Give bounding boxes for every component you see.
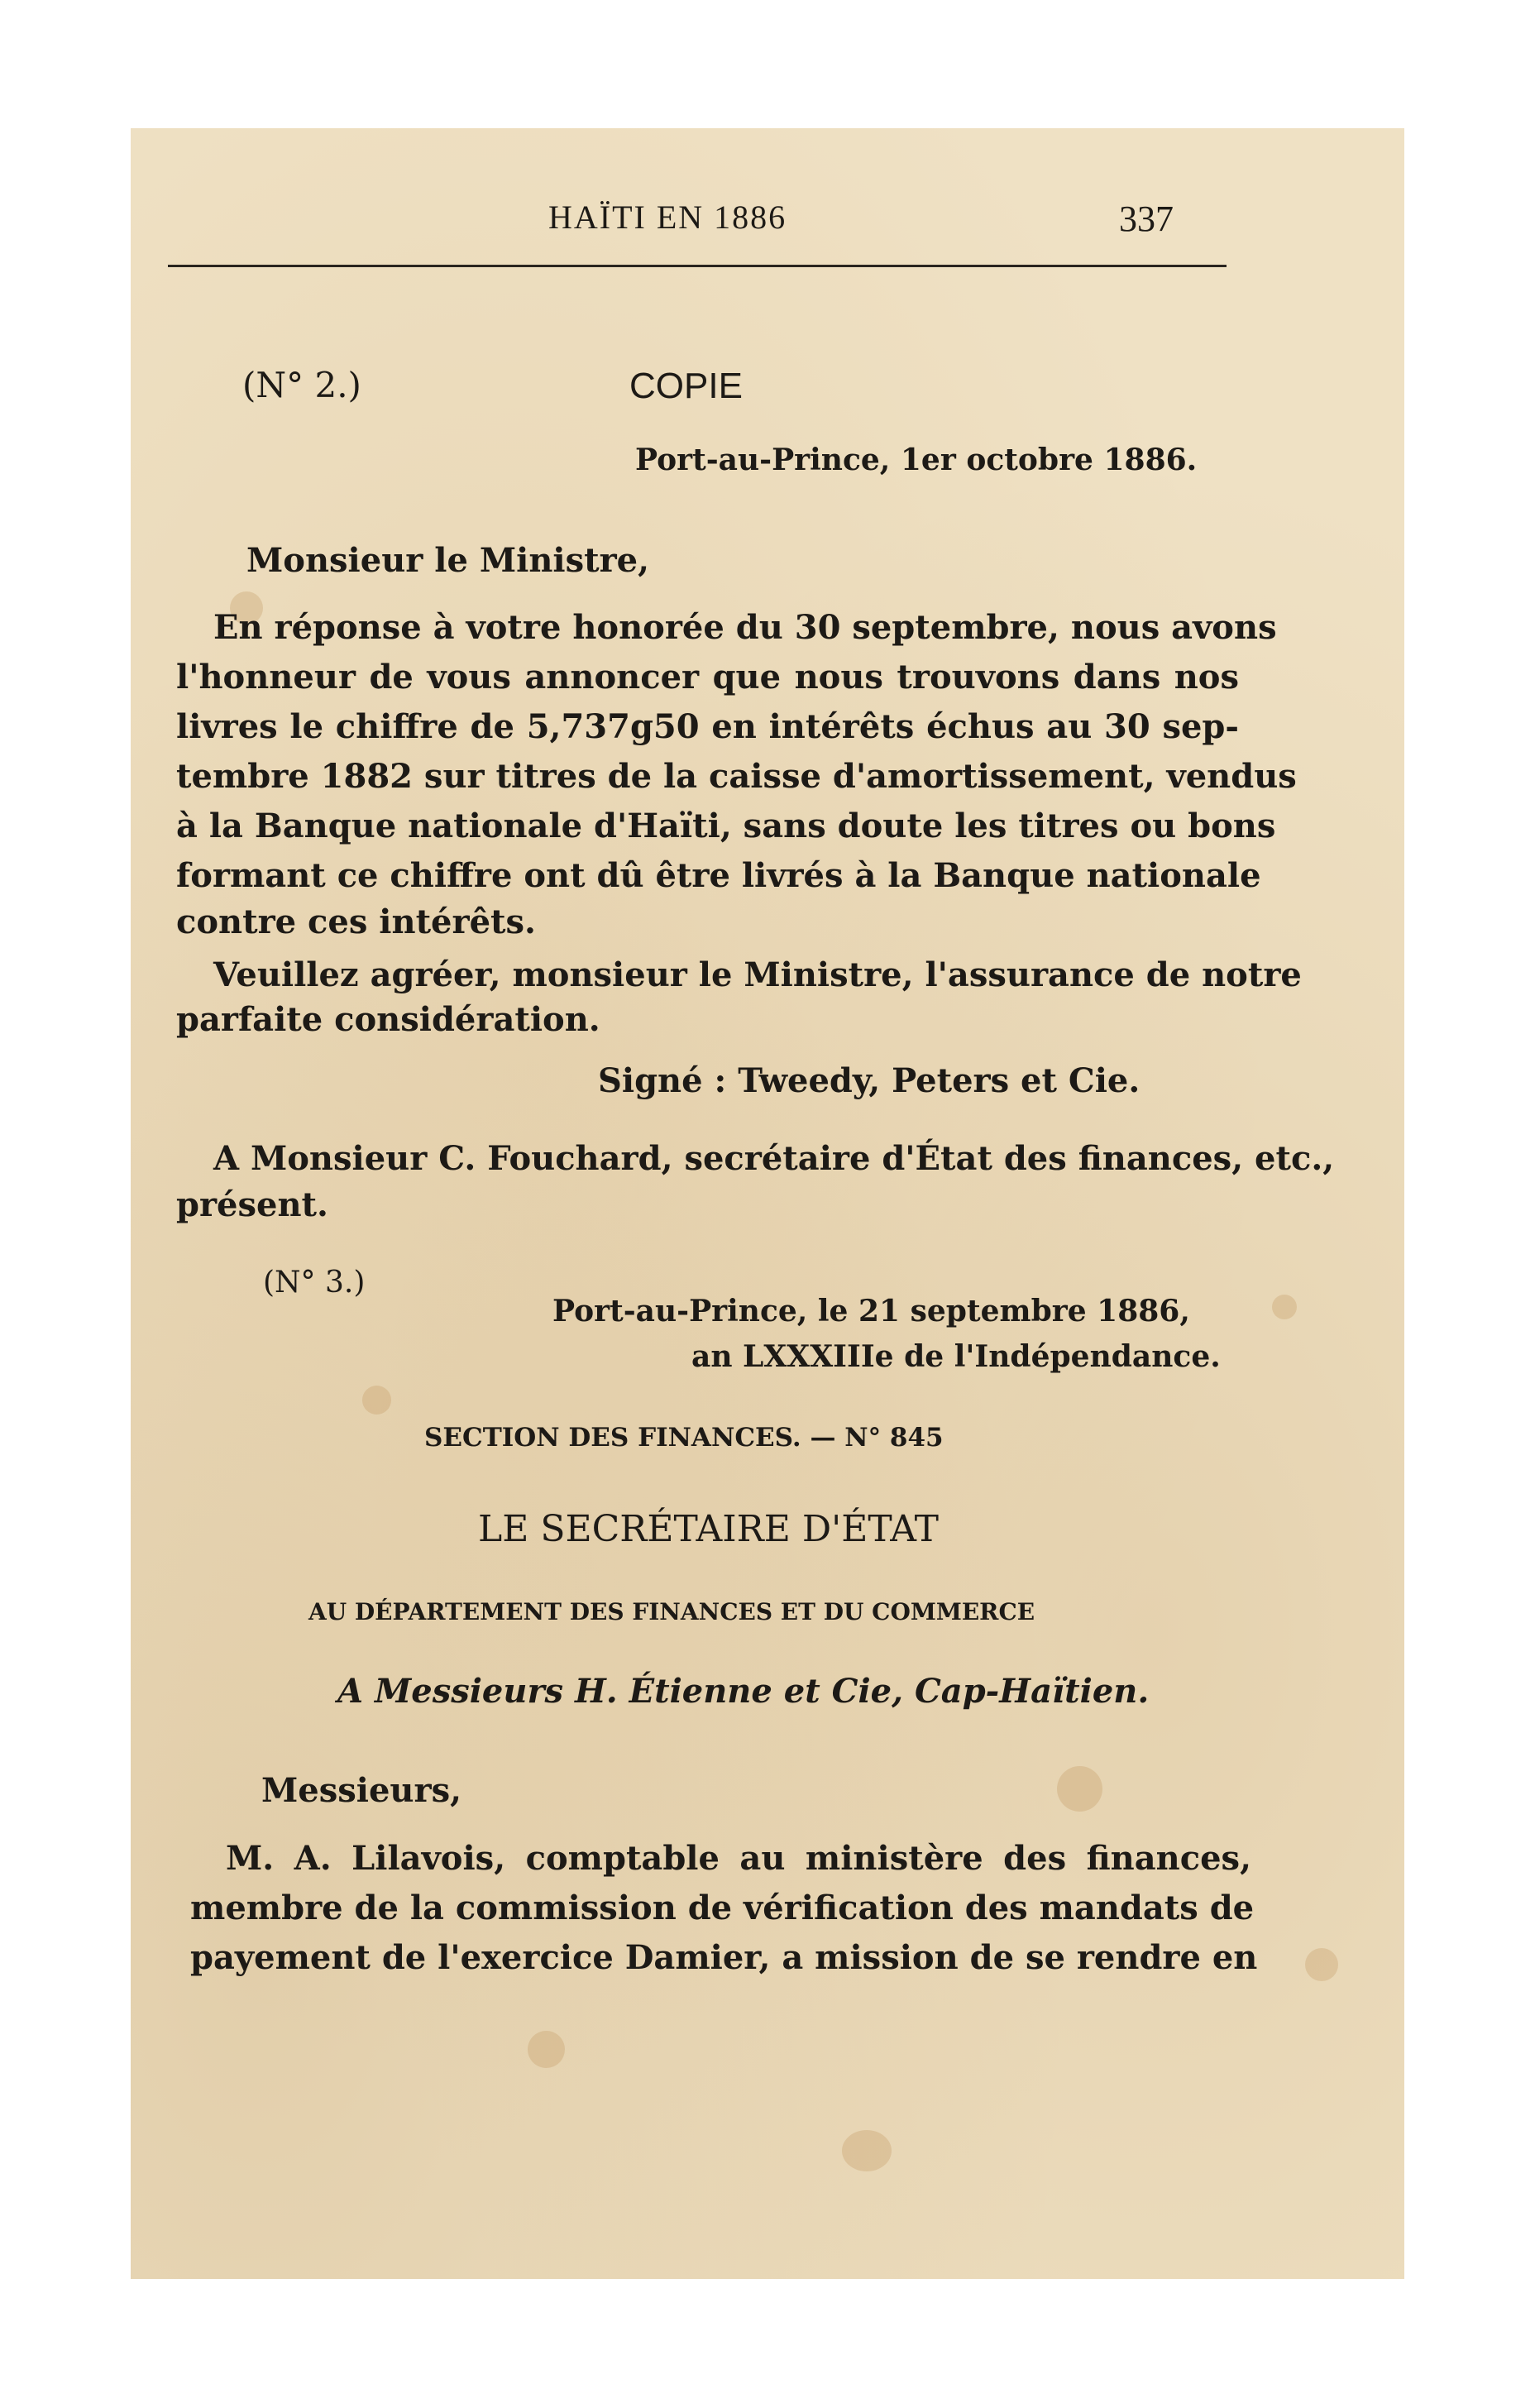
foxing-spot [362,1386,391,1415]
doc3-dateline-1: Port-au-Prince, le 21 septembre 1886, [552,1294,1190,1328]
foxing-spot [1057,1766,1102,1812]
doc3-section: SECTION DES FINANCES. — N° 845 [424,1423,944,1453]
doc2-closing-line: parfaite considération. [176,1000,600,1039]
doc2-body-line: contre ces intérêts. [176,902,536,941]
doc3-body-line: M. A. Lilavois, comptable au ministère des finances, [226,1839,1251,1878]
doc2-dateline: Port-au-Prince, 1er octobre 1886. [635,443,1198,477]
doc3-number: (N° 3.) [263,1266,366,1300]
doc2-copie: COPIE [629,366,743,406]
doc3-body-line: payement de l'exercice Damier, a mission de se rendre en [190,1938,1258,1977]
page [131,128,1404,2279]
doc2-signature: Signé : Tweedy, Peters et Cie. [598,1061,1140,1100]
doc2-closing-line: Veuillez agréer, monsieur le Ministre, l'assurance de notre [213,955,1302,994]
doc3-dateline-2: an LXXXIIIe de l'Indépendance. [691,1339,1221,1374]
doc2-salutation: Monsieur le Ministre, [246,541,650,580]
foxing-spot [528,2031,565,2068]
doc3-salutation: Messieurs, [261,1771,462,1810]
foxing-spot [1305,1948,1338,1981]
foxing-spot [842,2130,892,2171]
foxing-spot [1272,1295,1297,1319]
page-number: 337 [1119,199,1174,239]
doc2-body-line: En réponse à votre honorée du 30 septembre, nous avons [213,608,1277,647]
running-header [131,198,1404,239]
doc2-body-line: livres le chiffre de 5,737g50 en intérêts échus au 30 sep- [176,707,1239,746]
doc3-recipient: A Messieurs H. Étienne et Cie, Cap-Haïtien. [337,1672,1150,1711]
doc2-body-line: tembre 1882 sur titres de la caisse d'amortissement, vendus [176,757,1297,796]
doc2-body-line: l'honneur de vous annoncer que nous trouvons dans nos [176,658,1239,697]
running-title: HAÏTI EN 1886 [548,199,787,236]
doc2-address-line: A Monsieur C. Fouchard, secrétaire d'État des finances, etc., [213,1139,1335,1178]
doc3-subheading: AU DÉPARTEMENT DES FINANCES ET DU COMMERCE [308,1598,1035,1625]
doc2-number: (N° 2.) [242,365,361,405]
header-rule [168,265,1227,267]
doc2-body-line: formant ce chiffre ont dû être livrés à la Banque nationale [176,856,1261,895]
doc3-heading: LE SECRÉTAIRE D'ÉTAT [478,1508,939,1550]
doc3-body-line: membre de la commission de vérification des mandats de [190,1889,1255,1927]
doc2-body-line: à la Banque nationale d'Haïti, sans doute les titres ou bons [176,807,1276,845]
doc2-address-line: présent. [176,1185,328,1224]
